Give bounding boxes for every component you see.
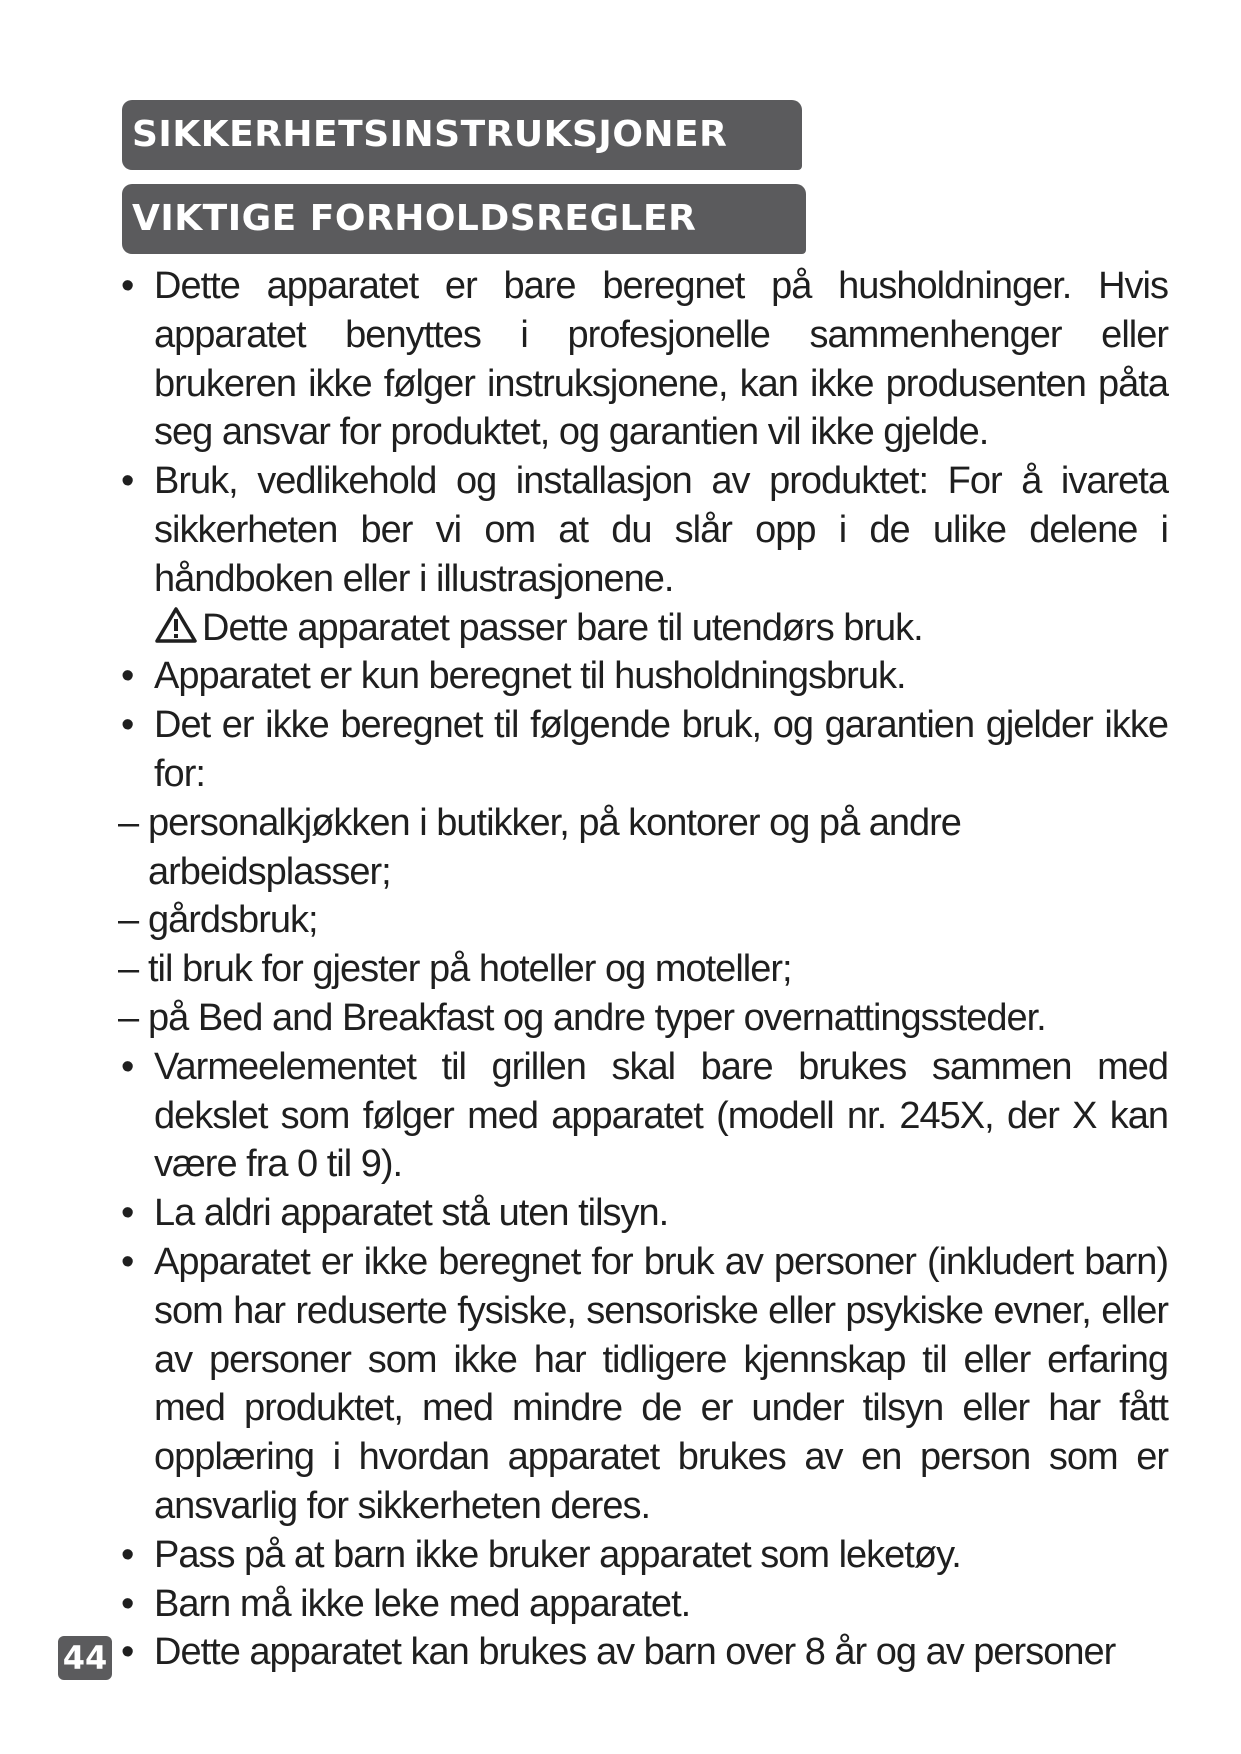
sub-list-item: – til bruk for gjester på hoteller og moteller; (118, 945, 1168, 994)
sub-list-item: – på Bed and Breakfast og andre typer overnattingssteder. (118, 994, 1168, 1043)
list-item: • Barn må ikke leke med apparatet. (118, 1580, 1168, 1629)
list-item: • La aldri apparatet stå uten tilsyn. (118, 1189, 1168, 1238)
list-item: • Det er ikke beregnet til følgende bruk, og garantien gjelder ikke for: (118, 701, 1168, 799)
list-item: • Dette apparatet kan brukes av barn over 8 år og av personer (118, 1628, 1168, 1677)
list-item: • Apparatet er ikke beregnet for bruk av personer (inkludert barn) som har reduserte fysiske, sensoriske eller psykiske evner, eller av personer som ikke har tidligere kjennskap til eller erfaring med produktet, med mindre de er under tilsyn eller har fått opplæring i hvordan apparatet brukes av en person som er ansvarlig for sikkerheten deres. (118, 1238, 1168, 1531)
warning-text: Dette apparatet passer bare til utendørs bruk. (202, 606, 923, 649)
page-number: 44 (58, 1636, 112, 1680)
warning-note (118, 604, 1168, 653)
instruction-list (118, 262, 1168, 1677)
sub-list-item: – personalkjøkken i butikker, på kontorer og på andre arbeidsplasser; (118, 799, 1168, 897)
warning-triangle-icon (154, 606, 198, 644)
list-item: • Varmeelementet til grillen skal bare brukes sammen med dekslet som følger med apparatet (modell nr. 245X, der X kan være fra 0 til 9). (118, 1043, 1168, 1189)
list-item: • Apparatet er kun beregnet til husholdningsbruk. (118, 652, 1168, 701)
section-subtitle: VIKTIGE FORHOLDSREGLER (122, 184, 806, 254)
list-item: • Bruk, vedlikehold og installasjon av produktet: For å ivareta sikkerheten ber vi om at du slår opp i de ulike delene i håndboken eller i illustrasjonene. (118, 457, 1168, 603)
sub-list-item: – gårdsbruk; (118, 896, 1168, 945)
list-item: • Dette apparatet er bare beregnet på husholdninger. Hvis apparatet benyttes i profesjonelle sammenhenger eller brukeren ikke følger instruksjonene, kan ikke produsenten påta seg ansvar for produktet, og garantien vil ikke gjelde. (118, 262, 1168, 457)
list-item: • Pass på at barn ikke bruker apparatet som leketøy. (118, 1531, 1168, 1580)
section-title: SIKKERHETSINSTRUKSJONER (122, 100, 802, 170)
